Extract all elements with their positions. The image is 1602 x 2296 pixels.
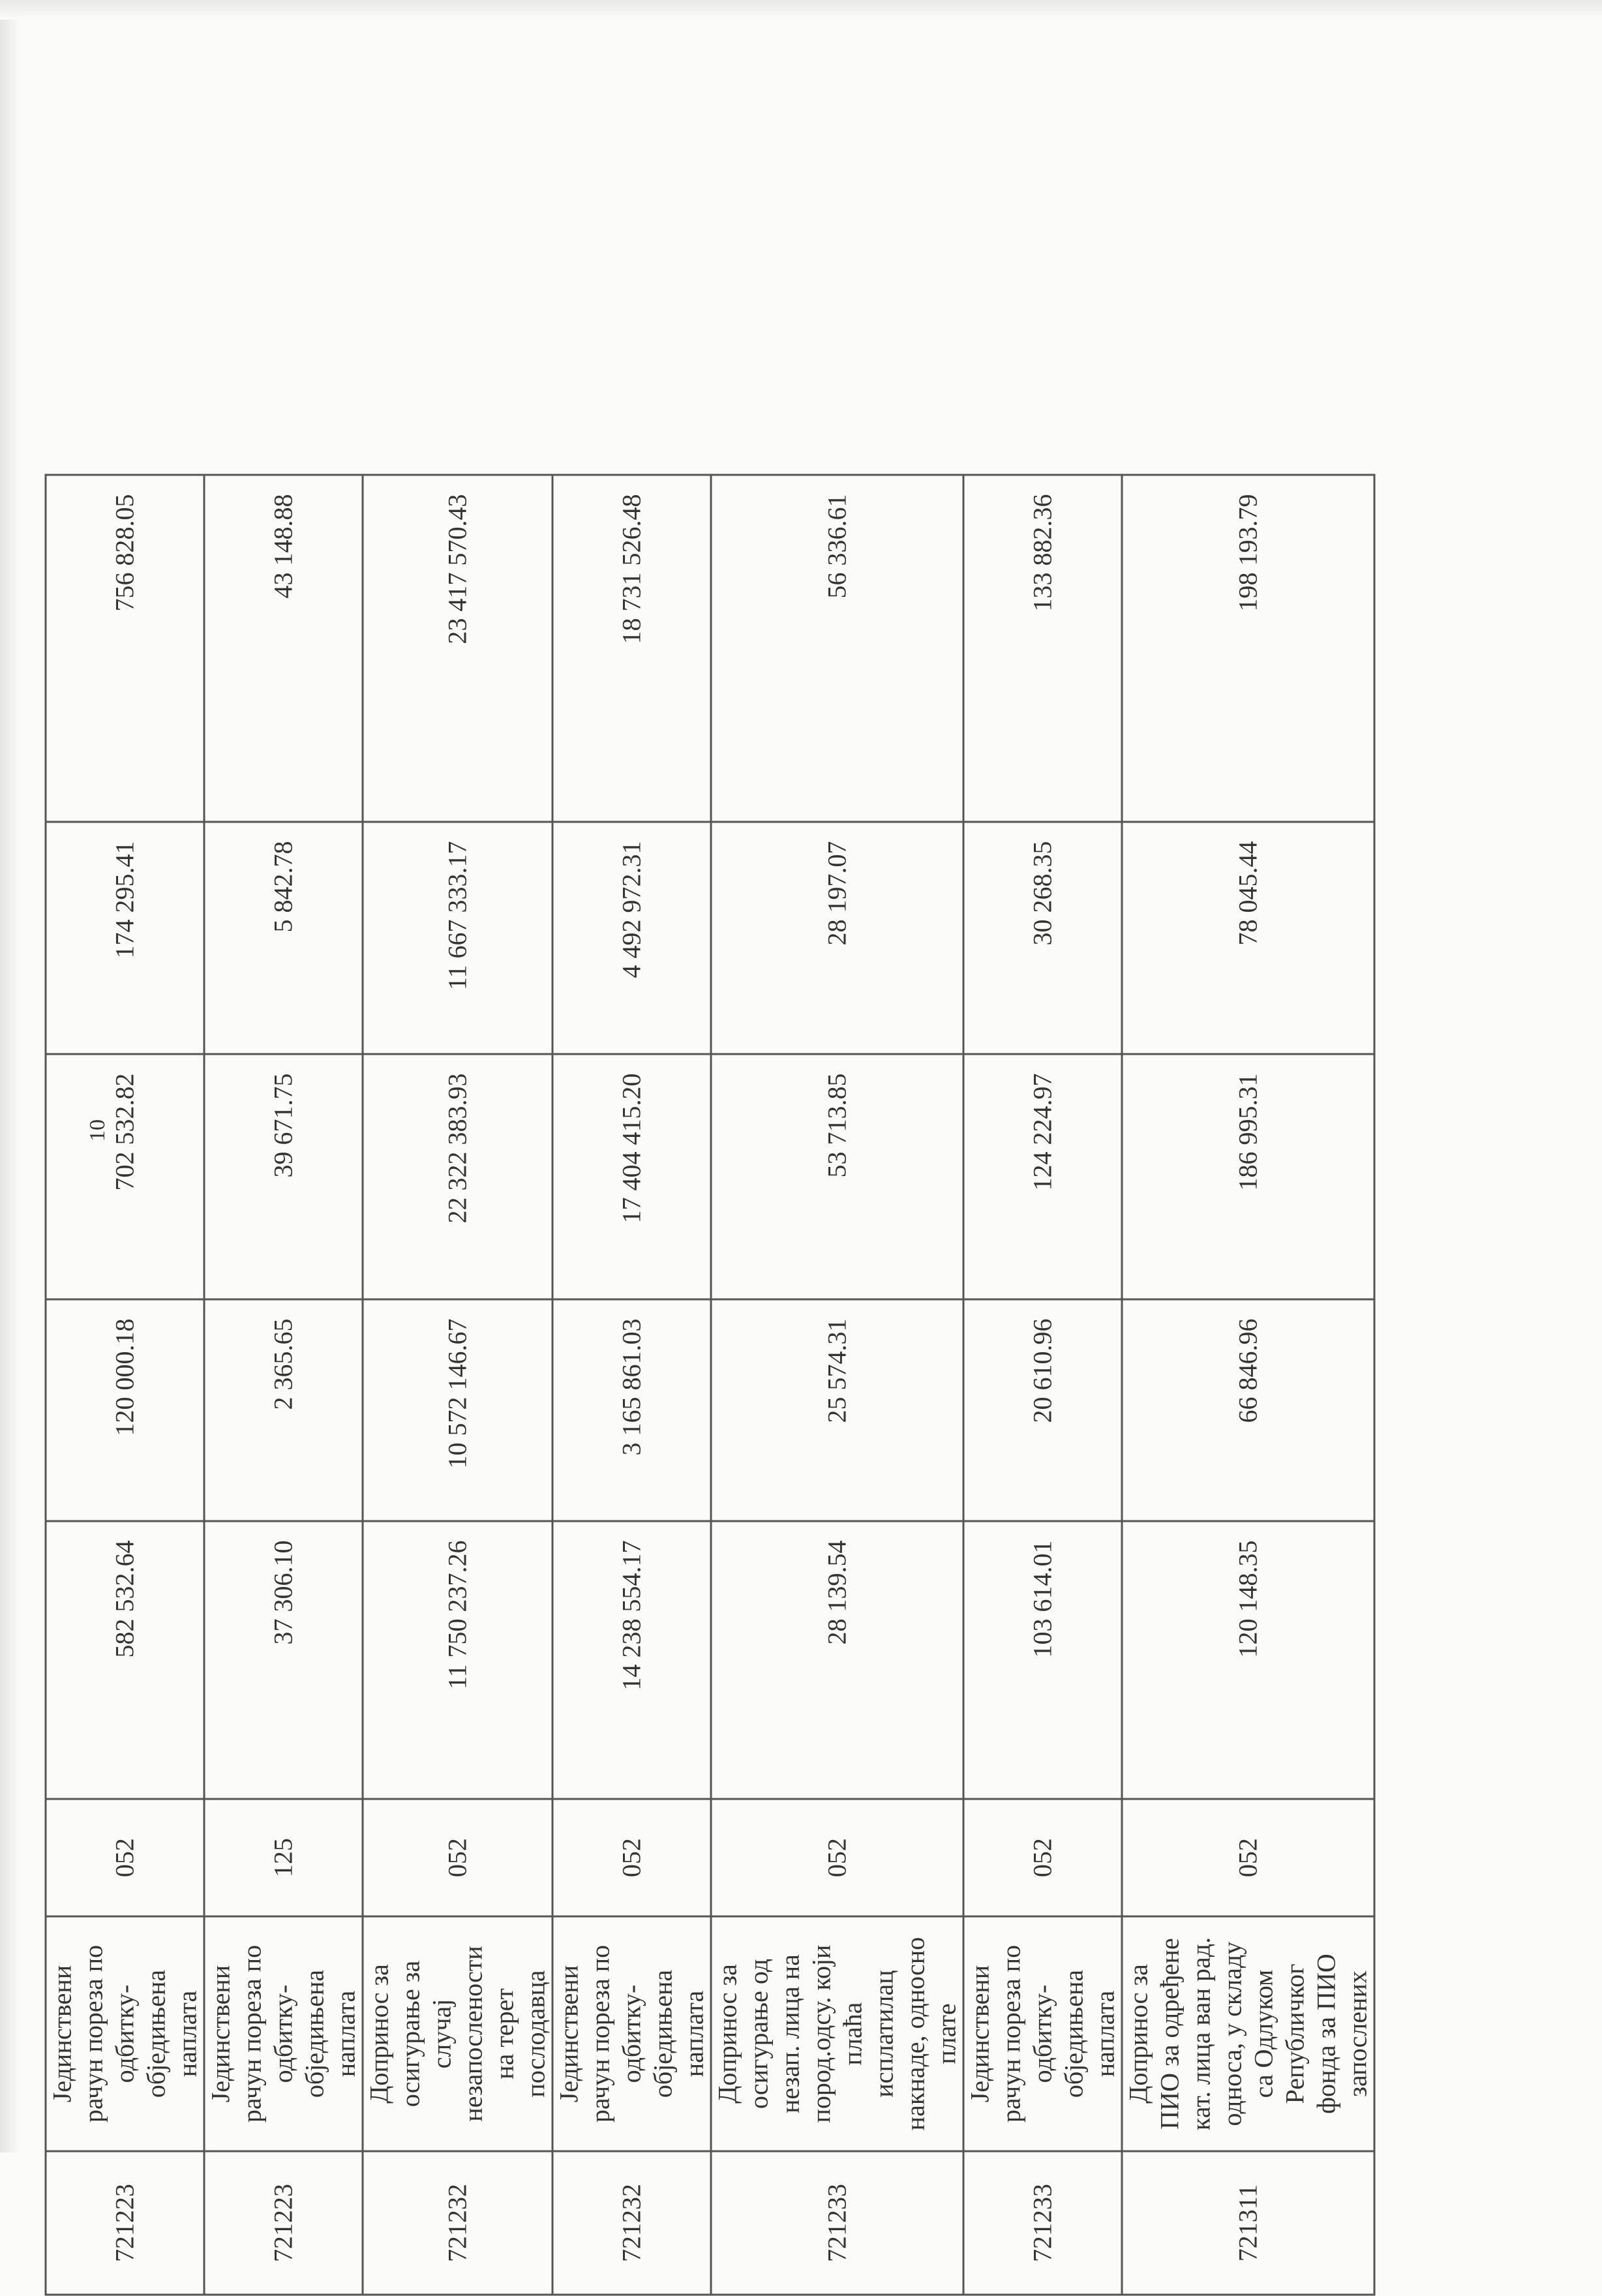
account-description: Допринос за осигурање од незап. лица на пород.одсу. који плаћа исплатилац накнаде, односно плате	[711, 1916, 963, 2151]
value-cell: 53 713.85	[711, 1054, 963, 1299]
budget-table	[45, 474, 1376, 2296]
source-code: 125	[204, 1799, 363, 1916]
table-row	[363, 475, 552, 2295]
table-row	[963, 475, 1122, 2295]
value-cell: 28 197.07	[711, 822, 963, 1054]
value-cell: 25 574.31	[711, 1299, 963, 1521]
account-description: Допринос за осигурање за случај незапослености на терет послодавца	[363, 1916, 552, 2151]
table-row	[204, 475, 363, 2295]
account-number: 721232	[363, 2151, 552, 2295]
value-cell: 18 731 526.48	[552, 475, 711, 822]
value-cell: 174 295.41	[46, 822, 204, 1054]
source-code: 052	[46, 1799, 204, 1916]
table-row	[711, 475, 963, 2295]
source-code: 052	[963, 1799, 1122, 1916]
value-cell: 124 224.97	[963, 1054, 1122, 1299]
value-cell: 22 322 383.93	[363, 1054, 552, 1299]
value-cell: 20 610.96	[963, 1299, 1122, 1521]
scan-edge-shadow	[0, 0, 20, 2152]
account-number: 721233	[711, 2151, 963, 2295]
account-number: 721311	[1122, 2151, 1374, 2295]
value-cell: 37 306.10	[204, 1521, 363, 1799]
account-number: 721232	[552, 2151, 711, 2295]
table-row	[1122, 475, 1374, 2295]
source-code: 052	[552, 1799, 711, 1916]
value-cell: 66 846.96	[1122, 1299, 1374, 1521]
value-cell: 133 882.36	[963, 475, 1122, 822]
value-cell: 120 000.18	[46, 1299, 204, 1521]
value-cell: 23 417 570.43	[363, 475, 552, 822]
value-cell: 120 148.35	[1122, 1521, 1374, 1799]
value-cell: 10 572 146.67	[363, 1299, 552, 1521]
account-number: 721233	[963, 2151, 1122, 2295]
value-cell: 756 828.05	[46, 475, 204, 822]
value-cell: 39 671.75	[204, 1054, 363, 1299]
value-cell: 17 404 415.20	[552, 1054, 711, 1299]
source-code: 052	[1122, 1799, 1374, 1916]
value-cell: 14 238 554.17	[552, 1521, 711, 1799]
value-cell: 11 667 333.17	[363, 822, 552, 1054]
value-cell: 5 842.78	[204, 822, 363, 1054]
value-cell: 43 148.88	[204, 475, 363, 822]
value-cell: 2 365.65	[204, 1299, 363, 1521]
scan-edge-shadow-top	[0, 0, 1602, 20]
source-code: 052	[363, 1799, 552, 1916]
account-description: Јединствени рачун пореза по одбитку-обједињена наплата	[963, 1916, 1122, 2151]
account-description: Допринос за ПИО за одређене кат. лица ван рад. односа, у складу са Одлуком Републичког фонда за ПИО запослених	[1122, 1916, 1374, 2151]
source-code: 052	[711, 1799, 963, 1916]
value-cell: 56 336.61	[711, 475, 963, 822]
value-cell: 702 532.82	[46, 1054, 204, 1299]
value-cell: 186 995.31	[1122, 1054, 1374, 1299]
value-cell: 11 750 237.26	[363, 1521, 552, 1799]
account-number: 721223	[204, 2151, 363, 2295]
value-cell: 78 045.44	[1122, 822, 1374, 1054]
table-row	[46, 475, 204, 2295]
account-description: Јединствени рачун пореза по одбитку-обједињена наплата	[204, 1916, 363, 2151]
table-row	[552, 475, 711, 2295]
page-number: 10	[85, 1119, 110, 1141]
account-description: Јединствени рачун пореза по одбитку-обједињена наплата	[552, 1916, 711, 2151]
value-cell: 4 492 972.31	[552, 822, 711, 1054]
value-cell: 28 139.54	[711, 1521, 963, 1799]
account-description: Јединствени рачун пореза по одбитку-обједињена наплата	[46, 1916, 204, 2151]
value-cell: 582 532.64	[46, 1521, 204, 1799]
account-number: 721223	[46, 2151, 204, 2295]
value-cell: 103 614.01	[963, 1521, 1122, 1799]
value-cell: 3 165 861.03	[552, 1299, 711, 1521]
value-cell: 30 268.35	[963, 822, 1122, 1054]
value-cell: 198 193.79	[1122, 475, 1374, 822]
